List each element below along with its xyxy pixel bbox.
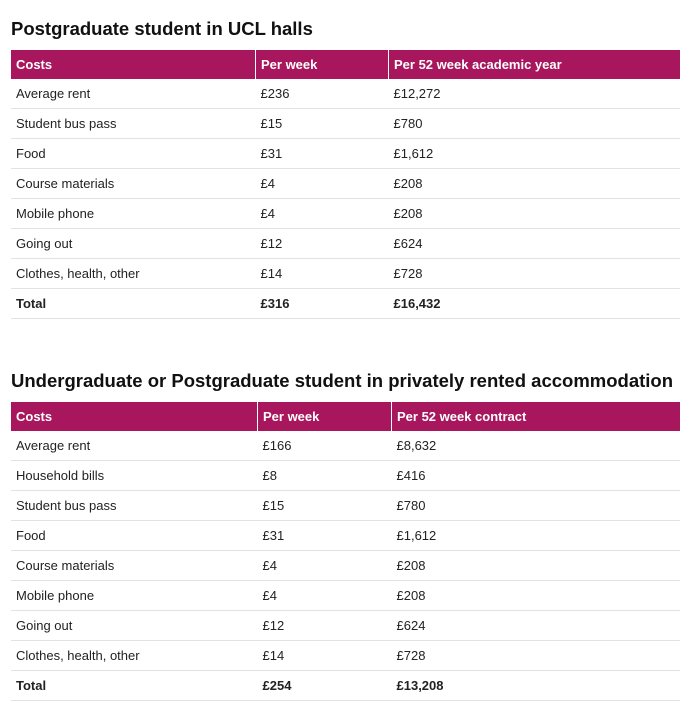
- cell-cost: Food: [11, 139, 256, 169]
- cell-cost: Average rent: [11, 79, 256, 109]
- cell-per-year: £16,432: [389, 289, 681, 319]
- cell-per-contract: £13,208: [392, 671, 681, 701]
- table-row: [11, 641, 680, 671]
- header-per-week: Per week: [256, 50, 389, 79]
- cell-per-contract: £624: [392, 611, 681, 641]
- cell-per-week: £8: [258, 461, 392, 491]
- cell-per-week: £31: [258, 521, 392, 551]
- table-row: [11, 139, 680, 169]
- cell-cost: Course materials: [11, 169, 256, 199]
- table-row: [11, 259, 680, 289]
- cell-per-year: £728: [389, 259, 681, 289]
- table-row: [11, 491, 680, 521]
- table-row: [11, 581, 680, 611]
- cell-cost: Going out: [11, 229, 256, 259]
- cell-cost: Total: [11, 671, 258, 701]
- cell-per-year: £12,272: [389, 79, 681, 109]
- cell-per-year: £208: [389, 169, 681, 199]
- cell-per-year: £780: [389, 109, 681, 139]
- cell-per-week: £31: [256, 139, 389, 169]
- table-row: [11, 229, 680, 259]
- table-row: [11, 431, 680, 461]
- table-total-row: [11, 671, 680, 701]
- cell-cost: Average rent: [11, 431, 258, 461]
- cell-cost: Food: [11, 521, 258, 551]
- table-total-row: [11, 289, 680, 319]
- cell-cost: Total: [11, 289, 256, 319]
- cell-per-contract: £728: [392, 641, 681, 671]
- cell-cost: Going out: [11, 611, 258, 641]
- cell-per-week: £166: [258, 431, 392, 461]
- cost-table-ucl-halls: [11, 50, 680, 319]
- cell-per-week: £14: [256, 259, 389, 289]
- header-per-contract: Per 52 week contract: [392, 402, 681, 431]
- cell-per-week: £15: [256, 109, 389, 139]
- cell-cost: Mobile phone: [11, 581, 258, 611]
- cell-per-year: £1,612: [389, 139, 681, 169]
- table-row: [11, 79, 680, 109]
- table-row: [11, 551, 680, 581]
- cell-cost: Clothes, health, other: [11, 259, 256, 289]
- cell-per-week: £4: [258, 551, 392, 581]
- table2-title: Undergraduate or Postgraduate student in privately rented accommodation: [11, 370, 674, 391]
- cell-per-contract: £8,632: [392, 431, 681, 461]
- table-row: [11, 461, 680, 491]
- header-per-week: Per week: [258, 402, 392, 431]
- table1-title: Postgraduate student in UCL halls: [11, 18, 313, 39]
- cell-per-year: £208: [389, 199, 681, 229]
- table-row: [11, 169, 680, 199]
- cell-per-contract: £416: [392, 461, 681, 491]
- cell-per-week: £14: [258, 641, 392, 671]
- table-row: [11, 611, 680, 641]
- cell-cost: Mobile phone: [11, 199, 256, 229]
- cell-per-week: £254: [258, 671, 392, 701]
- cell-per-week: £4: [256, 199, 389, 229]
- table-row: [11, 199, 680, 229]
- cell-per-week: £4: [258, 581, 392, 611]
- cell-per-week: £12: [258, 611, 392, 641]
- cell-per-contract: £1,612: [392, 521, 681, 551]
- cell-per-contract: £780: [392, 491, 681, 521]
- cell-cost: Household bills: [11, 461, 258, 491]
- cell-per-week: £12: [256, 229, 389, 259]
- table-row: [11, 521, 680, 551]
- table-row: [11, 109, 680, 139]
- cell-per-contract: £208: [392, 551, 681, 581]
- cell-cost: Clothes, health, other: [11, 641, 258, 671]
- cell-per-week: £4: [256, 169, 389, 199]
- cost-table-private-accommodation: [11, 402, 680, 701]
- table-header-row: [11, 402, 680, 431]
- header-costs: Costs: [11, 402, 258, 431]
- header-costs: Costs: [11, 50, 256, 79]
- cell-per-week: £316: [256, 289, 389, 319]
- cell-per-year: £624: [389, 229, 681, 259]
- cell-per-week: £15: [258, 491, 392, 521]
- cell-cost: Course materials: [11, 551, 258, 581]
- table-header-row: [11, 50, 680, 79]
- header-per-year: Per 52 week academic year: [389, 50, 681, 79]
- cell-per-week: £236: [256, 79, 389, 109]
- cell-cost: Student bus pass: [11, 109, 256, 139]
- cell-per-contract: £208: [392, 581, 681, 611]
- cell-cost: Student bus pass: [11, 491, 258, 521]
